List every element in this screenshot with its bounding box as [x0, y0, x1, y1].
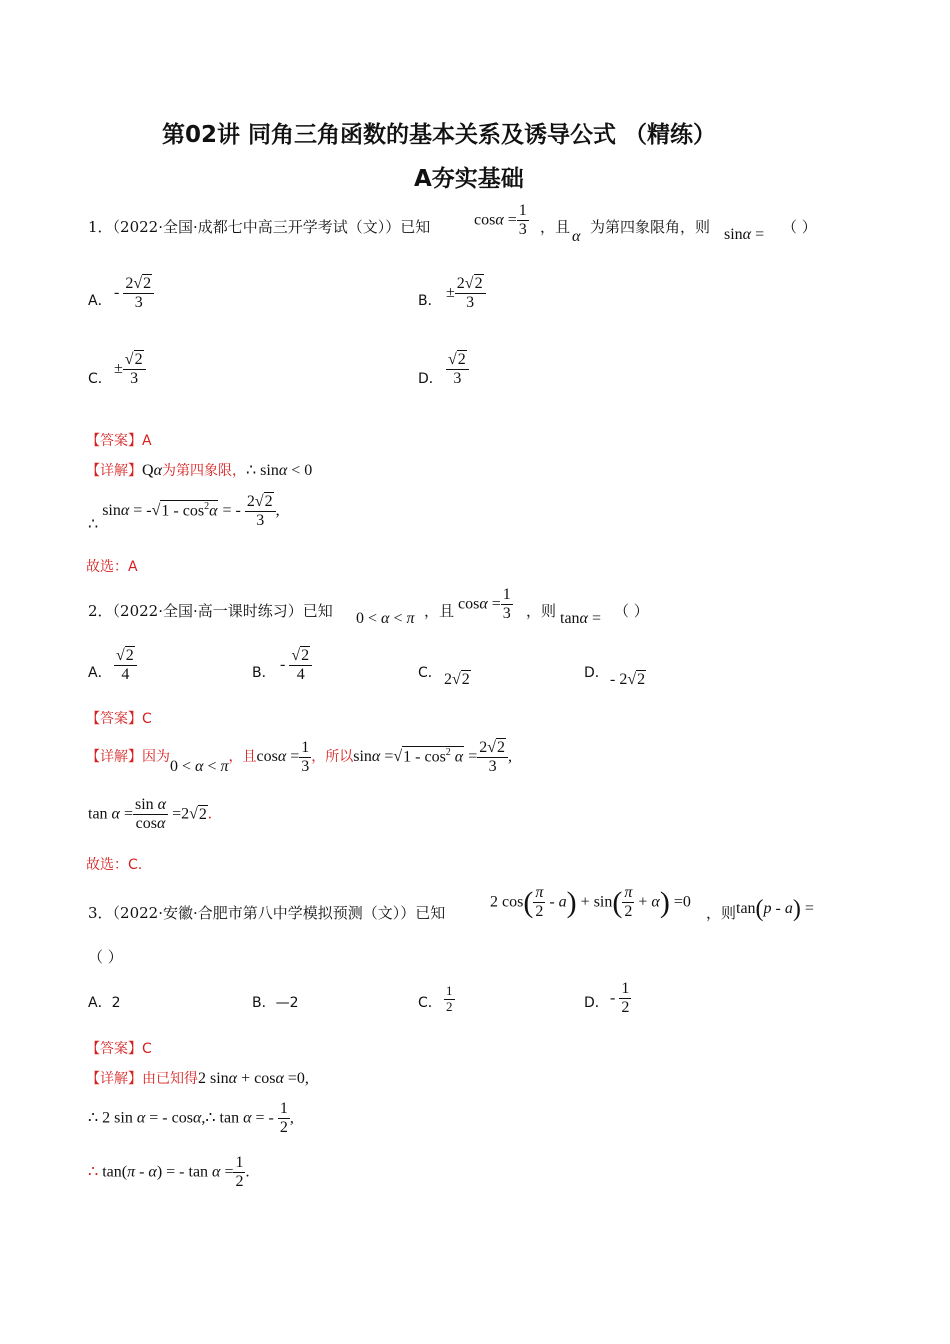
question-3-number: 3． [88, 904, 113, 922]
q3-option-d-label: D． [584, 995, 609, 1011]
q1-sin-question: sinα = [724, 226, 765, 243]
q3-option-a-value: 2 [111, 995, 121, 1011]
q2-blank: （ ） [614, 602, 649, 620]
answer-label: 【答案】 [86, 433, 142, 449]
page-title: 第02讲 同角三角函数的基本关系及诱导公式 （精练） [162, 122, 717, 148]
detail-label: 【详解】 [86, 1071, 142, 1087]
q2-option-c-value: 2√2 [444, 671, 470, 688]
q3-option-b-label: B． [252, 995, 276, 1011]
detail-label: 【详解】 [86, 749, 142, 766]
choose-label: 故选： [86, 559, 128, 575]
q3-detail-line-3: ∴ tan(π - α) = - tan α = $\frac{1}{2}$ . [88, 1154, 250, 1191]
q3-option-a [88, 992, 121, 1012]
q1-detail-line-2: ∴ $\sin\alpha = -√1 - \cos^2\alpha$ = - $\frac{2√2}{3}$ , [88, 493, 280, 534]
q2-tan-question: tanα = [560, 610, 601, 627]
answer-label: 【答案】 [86, 711, 142, 727]
q2-option-d-label: D． [584, 665, 609, 681]
q3-detail-line-2: ∴ 2 sin α = - cosα,∴ tan α = - $\frac{1}{2}$ , [88, 1100, 294, 1137]
section-heading: A夯实基础 [414, 166, 524, 192]
q2-option-b-value: - $\frac{√2}{4}$ [280, 646, 312, 685]
q1-and-text: ，且 [540, 218, 571, 236]
q2-option-b-label: B． [252, 665, 276, 681]
q1-answer-value: A [142, 433, 152, 449]
question-1-stem [88, 216, 430, 237]
q2-option-c-label: C． [418, 665, 442, 681]
q3-answer-value: C [142, 1041, 152, 1057]
q1-option-b-value: ± $\frac{2√2}{3}$ [446, 274, 486, 313]
q1-quadrant-text: 为第四象限角，则 [590, 218, 711, 236]
q2-because: 因为 [142, 749, 170, 766]
q3-blank: （ ） [88, 948, 123, 966]
choose-label: 故选： [86, 857, 128, 873]
q3-answer [86, 1038, 152, 1058]
q1-answer [86, 430, 152, 450]
q1-option-a-value: - $\frac{2√2}{3}$ [114, 274, 154, 313]
q2-answer [86, 708, 152, 728]
q1-option-b-label: B． [418, 293, 442, 309]
q2-choose [86, 854, 142, 874]
question-1-source: （2022·全国·成都七中高三开学考试（文））已知 [112, 218, 431, 236]
question-3-source: （2022·安徽·合肥市第八中学模拟预测（文））已知 [112, 904, 446, 922]
q1-option-c-value: ± $\frac{√2}{3}$ [114, 350, 146, 389]
q1-alpha: α [572, 228, 581, 245]
q2-option-a-label: A． [88, 665, 112, 681]
question-2-stem [88, 600, 333, 621]
q2-option-a-value: $\frac{√2}{4}$ [114, 646, 137, 685]
q3-option-d-value: - $\frac{1}{2}$ [610, 980, 630, 1017]
answer-label: 【答案】 [86, 1041, 142, 1057]
question-2-number: 2． [88, 602, 113, 620]
q3-option-a-label: A． [88, 995, 112, 1011]
q3-option-c-value: $\frac{1}{2}$ [446, 983, 453, 1014]
q3-detail-line-1: 【详解】由已知得2 sinα + cosα =0, [86, 1070, 309, 1087]
question-3-stem [88, 902, 445, 923]
q1-option-c-label: C． [88, 371, 112, 387]
q1-option-d-label: D． [418, 371, 443, 387]
q3-option-c-label: C． [418, 995, 442, 1011]
q1-choose [86, 556, 138, 576]
q2-choose-value: C. [128, 857, 143, 873]
q1-blank: （ ） [782, 218, 817, 236]
q2-and-text: ，且 [424, 602, 455, 620]
detail-label: 【详解】 [86, 463, 142, 479]
q3-tan-question: tan(p - a) = [736, 896, 814, 922]
q2-detail-so: ，所以 [311, 749, 354, 766]
q1-option-a-label: A． [88, 293, 112, 309]
q2-detail-and: ，且 [228, 749, 257, 766]
q3-detail-from: 由已知得 [142, 1071, 198, 1087]
q3-then-text: ，则 [706, 904, 737, 922]
q1-detail-text: 为第四象限， [161, 463, 246, 479]
q2-range-condition: 0 < α < π [356, 610, 415, 627]
question-2-source: （2022·全国·高一课时练习）已知 [112, 602, 333, 620]
q2-answer-value: C [142, 711, 152, 727]
q2-option-d-value: - 2√2 [610, 671, 646, 688]
q2-then-text: ，则 [526, 602, 557, 620]
q1-detail-line-1: 【详解】Qα为第四象限，∴ sinα < 0 [86, 462, 313, 479]
q2-detail-line-2: tan α = $\frac{\text{sin α}}{\cos\alpha}$ =2√2. [88, 796, 212, 833]
q1-cos-condition: cosα = $\frac{1}{3}$ [474, 202, 527, 239]
question-1-number: 1． [88, 218, 113, 236]
q1-option-d-value: $\frac{√2}{3}$ [446, 350, 469, 389]
q2-detail-line-1: 【详解】因为0 < α < π，且cosα = $\frac{1}{3}$ ，所以$\sin\alpha =√1 - \cos^2 \alpha$ = $\frac{2√2}{3}$ , [86, 738, 513, 776]
q3-equation: 2 cos( $\frac{\pi}{2}$ - a) + sin( $\frac{\pi}{2}$ + α) =0 [490, 884, 691, 921]
q1-choose-value: A [128, 559, 138, 575]
q2-cos-condition: cosα = $\frac{1}{3}$ [458, 586, 511, 623]
q3-option-b-value: —2 [275, 995, 299, 1011]
q3-option-b [252, 992, 299, 1012]
